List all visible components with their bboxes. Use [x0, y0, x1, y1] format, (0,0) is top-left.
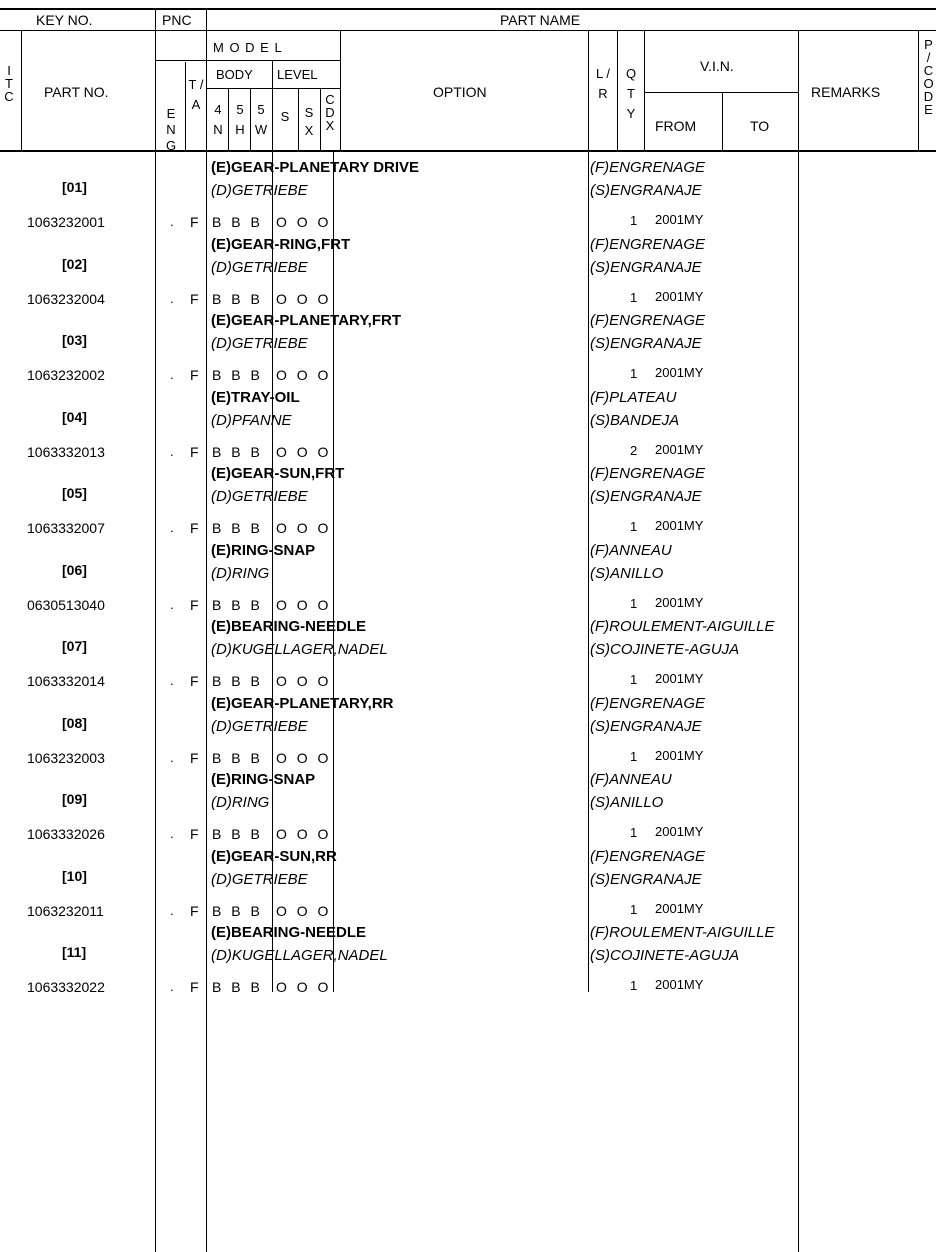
pcode-header: P / C O D E — [923, 37, 934, 117]
e-name: (E)BEARING-NEEDLE — [211, 924, 367, 941]
part-no: 0630513040 — [27, 596, 105, 613]
ta-code: F — [190, 596, 199, 613]
ta-code: F — [190, 826, 199, 842]
leader-dot: . — [170, 749, 174, 765]
s-name: (S)ANILLO — [590, 564, 664, 582]
ta-code: F — [190, 673, 199, 689]
qty: 1 — [630, 595, 638, 611]
level-codes: O O O — [276, 902, 332, 919]
f-name: (F)ENGRENAGE — [590, 847, 706, 865]
ta-code: F — [190, 290, 199, 307]
d-name: (D)GETRIEBE — [211, 870, 308, 888]
key-no: [08] — [62, 714, 87, 731]
qty: 2 — [630, 442, 638, 458]
part-no: 1063332007 — [27, 520, 105, 536]
vin-from: 2001MY — [655, 365, 704, 380]
d-name: (D)RING — [211, 564, 270, 582]
part-no: 1063232004 — [27, 290, 105, 307]
qty: 1 — [630, 672, 638, 687]
vin-from: 2001MY — [655, 288, 704, 304]
key-no: [05] — [62, 485, 87, 501]
ta-code: F — [190, 749, 199, 766]
s-name: (S)ANILLO — [590, 794, 664, 811]
level-header: LEVEL — [277, 67, 318, 82]
f-name: (F)ROULEMENT-AIGUILLE — [590, 924, 775, 941]
itc-header: I T C — [4, 63, 14, 104]
leader-dot: . — [170, 673, 174, 688]
body-codes: B B B — [212, 520, 263, 536]
e-name: (E)GEAR-PLANETARY DRIVE — [211, 159, 420, 176]
s-name: (S)ENGRANAJE — [590, 488, 702, 505]
body-header: BODY — [216, 67, 253, 82]
d-name: (D)GETRIEBE — [211, 717, 308, 735]
part-no: 1063332022 — [27, 979, 105, 995]
level-col-3: C D X — [325, 92, 335, 133]
vin-from: 2001MY — [655, 747, 704, 763]
vin-from: 2001MY — [655, 441, 704, 457]
leader-dot: . — [170, 979, 174, 994]
key-no: [10] — [62, 867, 87, 884]
level-codes: O O O — [276, 979, 332, 995]
eng-header: E N G — [165, 106, 177, 153]
part-no: 1063332026 — [27, 826, 105, 842]
qty: 1 — [630, 978, 638, 993]
e-name: (E)GEAR-RING,FRT — [211, 235, 351, 253]
f-name: (F)ENGRENAGE — [590, 694, 706, 712]
key-no: [04] — [62, 408, 87, 425]
key-no: [06] — [62, 561, 87, 578]
s-name: (S)BANDEJA — [590, 411, 680, 429]
vin-from: 2001MY — [655, 824, 704, 839]
key-no: [01] — [62, 179, 87, 195]
part-no: 1063232001 — [27, 214, 105, 230]
ta-code: F — [190, 902, 199, 919]
d-name: (D)RING — [211, 794, 270, 811]
vin-from: 2001MY — [655, 977, 704, 992]
d-name: (D)KUGELLAGER,NADEL — [211, 947, 388, 964]
e-name: (E)RING-SNAP — [211, 771, 316, 788]
body-codes: B B B — [212, 979, 263, 995]
part-no: 1063332013 — [27, 443, 105, 460]
vin-from-header: FROM — [655, 118, 697, 134]
level-col-2: S X — [304, 105, 314, 138]
level-codes: O O O — [276, 443, 332, 460]
leader-dot: . — [170, 902, 174, 918]
qty: 1 — [630, 289, 638, 305]
body-col-3: 5 W — [254, 102, 268, 137]
leader-dot: . — [170, 290, 174, 306]
f-name: (F)ANNEAU — [590, 541, 672, 559]
option-header: OPTION — [433, 84, 487, 100]
ta-code: F — [190, 367, 199, 383]
level-codes: O O O — [276, 749, 332, 766]
vin-from: 2001MY — [655, 900, 704, 916]
ta-header: T / A — [188, 77, 204, 112]
body-codes: B B B — [212, 749, 263, 766]
vin-from: 2001MY — [655, 671, 704, 686]
body-col-2: 5 H — [235, 102, 245, 137]
body-codes: B B B — [212, 673, 263, 689]
f-name: (F)ANNEAU — [590, 771, 672, 788]
level-codes: O O O — [276, 596, 332, 613]
qty: 1 — [630, 213, 638, 228]
leader-dot: . — [170, 214, 174, 229]
part-no: 1063332014 — [27, 673, 105, 689]
s-name: (S)COJINETE-AGUJA — [590, 641, 740, 658]
part-no: 1063232003 — [27, 749, 105, 766]
body-codes: B B B — [212, 443, 263, 460]
level-codes: O O O — [276, 673, 332, 689]
e-name: (E)TRAY-OIL — [211, 388, 300, 406]
e-name: (E)GEAR-SUN,FRT — [211, 465, 345, 482]
f-name: (F)ENGRENAGE — [590, 159, 706, 176]
f-name: (F)ENGRENAGE — [590, 312, 706, 329]
vin-from: 2001MY — [655, 594, 704, 610]
lr-header: L / R — [596, 66, 610, 101]
level-codes: O O O — [276, 520, 332, 536]
s-name: (S)ENGRANAJE — [590, 335, 702, 352]
d-name: (D)PFANNE — [211, 411, 292, 429]
qty: 1 — [630, 366, 638, 381]
model-header: M O D E L — [213, 40, 283, 55]
key-no: [02] — [62, 255, 87, 272]
part-name-header: PART NAME — [500, 12, 581, 28]
d-name: (D)GETRIEBE — [211, 258, 308, 276]
f-name: (F)ENGRENAGE — [590, 465, 706, 482]
pnc-header: PNC — [162, 12, 192, 28]
f-name: (F)PLATEAU — [590, 388, 677, 406]
qty: 1 — [630, 748, 638, 764]
d-name: (D)GETRIEBE — [211, 488, 308, 505]
qty-header: Q T Y — [625, 66, 637, 121]
part-no: 1063232011 — [27, 902, 104, 919]
body-codes: B B B — [212, 367, 263, 383]
f-name: (F)ROULEMENT-AIGUILLE — [590, 618, 775, 635]
leader-dot: . — [170, 826, 174, 841]
body-codes: B B B — [212, 290, 263, 307]
qty: 1 — [630, 519, 638, 534]
vin-to-header: TO — [750, 118, 770, 134]
s-name: (S)COJINETE-AGUJA — [590, 947, 740, 964]
key-no: [03] — [62, 332, 87, 348]
ta-code: F — [190, 979, 199, 995]
d-name: (D)GETRIEBE — [211, 182, 308, 199]
key-no: [11] — [62, 944, 87, 960]
key-no-header: KEY NO. — [36, 12, 93, 28]
level-codes: O O O — [276, 826, 332, 842]
body-codes: B B B — [212, 214, 263, 230]
ta-code: F — [190, 443, 199, 460]
e-name: (E)GEAR-PLANETARY,RR — [211, 694, 394, 712]
qty: 1 — [630, 825, 638, 840]
level-codes: O O O — [276, 214, 332, 230]
remarks-header: REMARKS — [811, 84, 881, 100]
e-name: (E)GEAR-PLANETARY,FRT — [211, 312, 401, 329]
body-codes: B B B — [212, 826, 263, 842]
vin-header: V.I.N. — [700, 58, 734, 74]
s-name: (S)ENGRANAJE — [590, 717, 702, 735]
ta-code: F — [190, 214, 199, 230]
e-name: (E)RING-SNAP — [211, 541, 316, 559]
d-name: (D)KUGELLAGER,NADEL — [211, 641, 388, 658]
body-codes: B B B — [212, 902, 263, 919]
leader-dot: . — [170, 520, 174, 535]
level-col-1: S — [280, 109, 290, 124]
level-codes: O O O — [276, 367, 332, 383]
leader-dot: . — [170, 367, 174, 382]
d-name: (D)GETRIEBE — [211, 335, 308, 352]
s-name: (S)ENGRANAJE — [590, 870, 702, 888]
qty: 1 — [630, 901, 638, 917]
s-name: (S)ENGRANAJE — [590, 182, 702, 199]
leader-dot: . — [170, 596, 174, 612]
key-no: [09] — [62, 791, 87, 807]
vin-from: 2001MY — [655, 212, 704, 227]
ta-code: F — [190, 520, 199, 536]
leader-dot: . — [170, 443, 174, 459]
body-col-1: 4 N — [213, 102, 223, 137]
level-codes: O O O — [276, 290, 332, 307]
part-no: 1063232002 — [27, 367, 105, 383]
body-codes: B B B — [212, 596, 263, 613]
e-name: (E)GEAR-SUN,RR — [211, 847, 337, 865]
e-name: (E)BEARING-NEEDLE — [211, 618, 367, 635]
f-name: (F)ENGRENAGE — [590, 235, 706, 253]
vin-from: 2001MY — [655, 518, 704, 533]
s-name: (S)ENGRANAJE — [590, 258, 702, 276]
part-no-header: PART NO. — [44, 84, 109, 100]
key-no: [07] — [62, 638, 87, 654]
